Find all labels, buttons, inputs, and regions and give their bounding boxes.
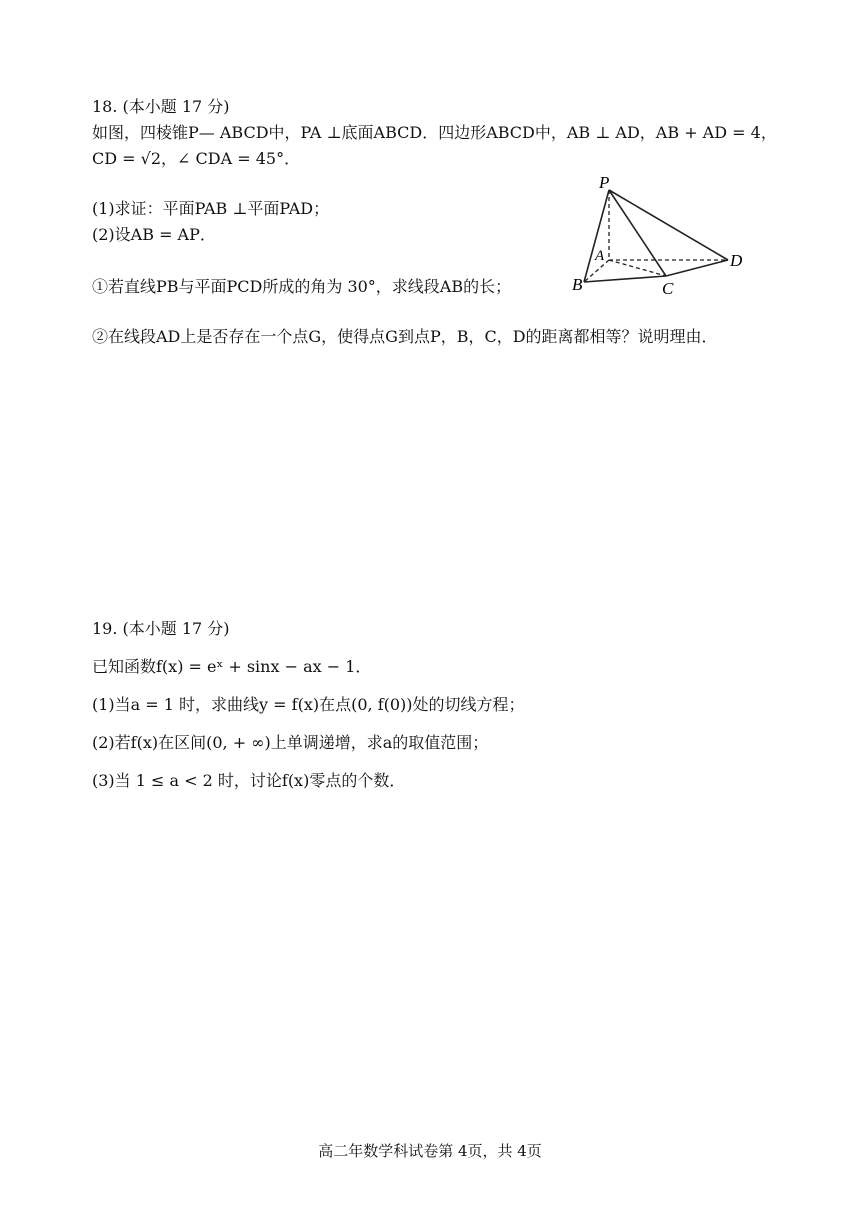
edge-pd (609, 190, 728, 260)
edge-bc (584, 276, 666, 282)
q19-part-3: (3)当 1 ≤ a < 2 时，讨论f(x)零点的个数． (92, 771, 406, 790)
q18-part-1: (1)求证：平面PAB ⊥平面PAD； (92, 199, 330, 218)
edge-pb (584, 190, 609, 282)
q19-part-2: (2)若f(x)在区间(0, + ∞)上单调递增，求a的取值范围； (92, 733, 489, 752)
label-c: C (662, 279, 674, 298)
edge-pc (609, 190, 666, 276)
label-d: D (730, 251, 743, 270)
q19-stem: 已知函数f(x) = eˣ + sinx − ax − 1． (92, 657, 372, 676)
label-b: B (572, 275, 583, 294)
q18-part-2: (2)设AB = AP． (92, 225, 216, 244)
q19-part-1: (1)当a = 1 时，求曲线y = f(x)在点(0, f(0))处的切线方程； (92, 695, 525, 714)
edge-cd (666, 260, 728, 276)
q18-subpart-1: ①若直线PB与平面PCD所成的角为 30°，求线段AB的长； (92, 277, 512, 296)
label-p: P (599, 173, 610, 192)
pyramid-figure (566, 172, 756, 302)
q18-stem-line-1: 如图，四棱锥P— ABCD中，PA ⊥底面ABCD．四边形ABCD中，AB ⊥ AD，AB + AD = 4， (92, 123, 777, 142)
page-footer: 高二年数学科试卷第 4页，共 4页 (318, 1142, 542, 1160)
q18-subpart-2: ②在线段AD上是否存在一个点G，使得点G到点P，B，C，D的距离都相等？说明理由． (92, 327, 718, 346)
label-a: A (595, 248, 605, 264)
q19-header: 19. (本小题 17 分) (92, 619, 230, 638)
q18-stem-line-2: CD = √2，∠ CDA = 45°． (92, 149, 301, 168)
q18-header: 18. (本小题 17 分) (92, 97, 230, 116)
